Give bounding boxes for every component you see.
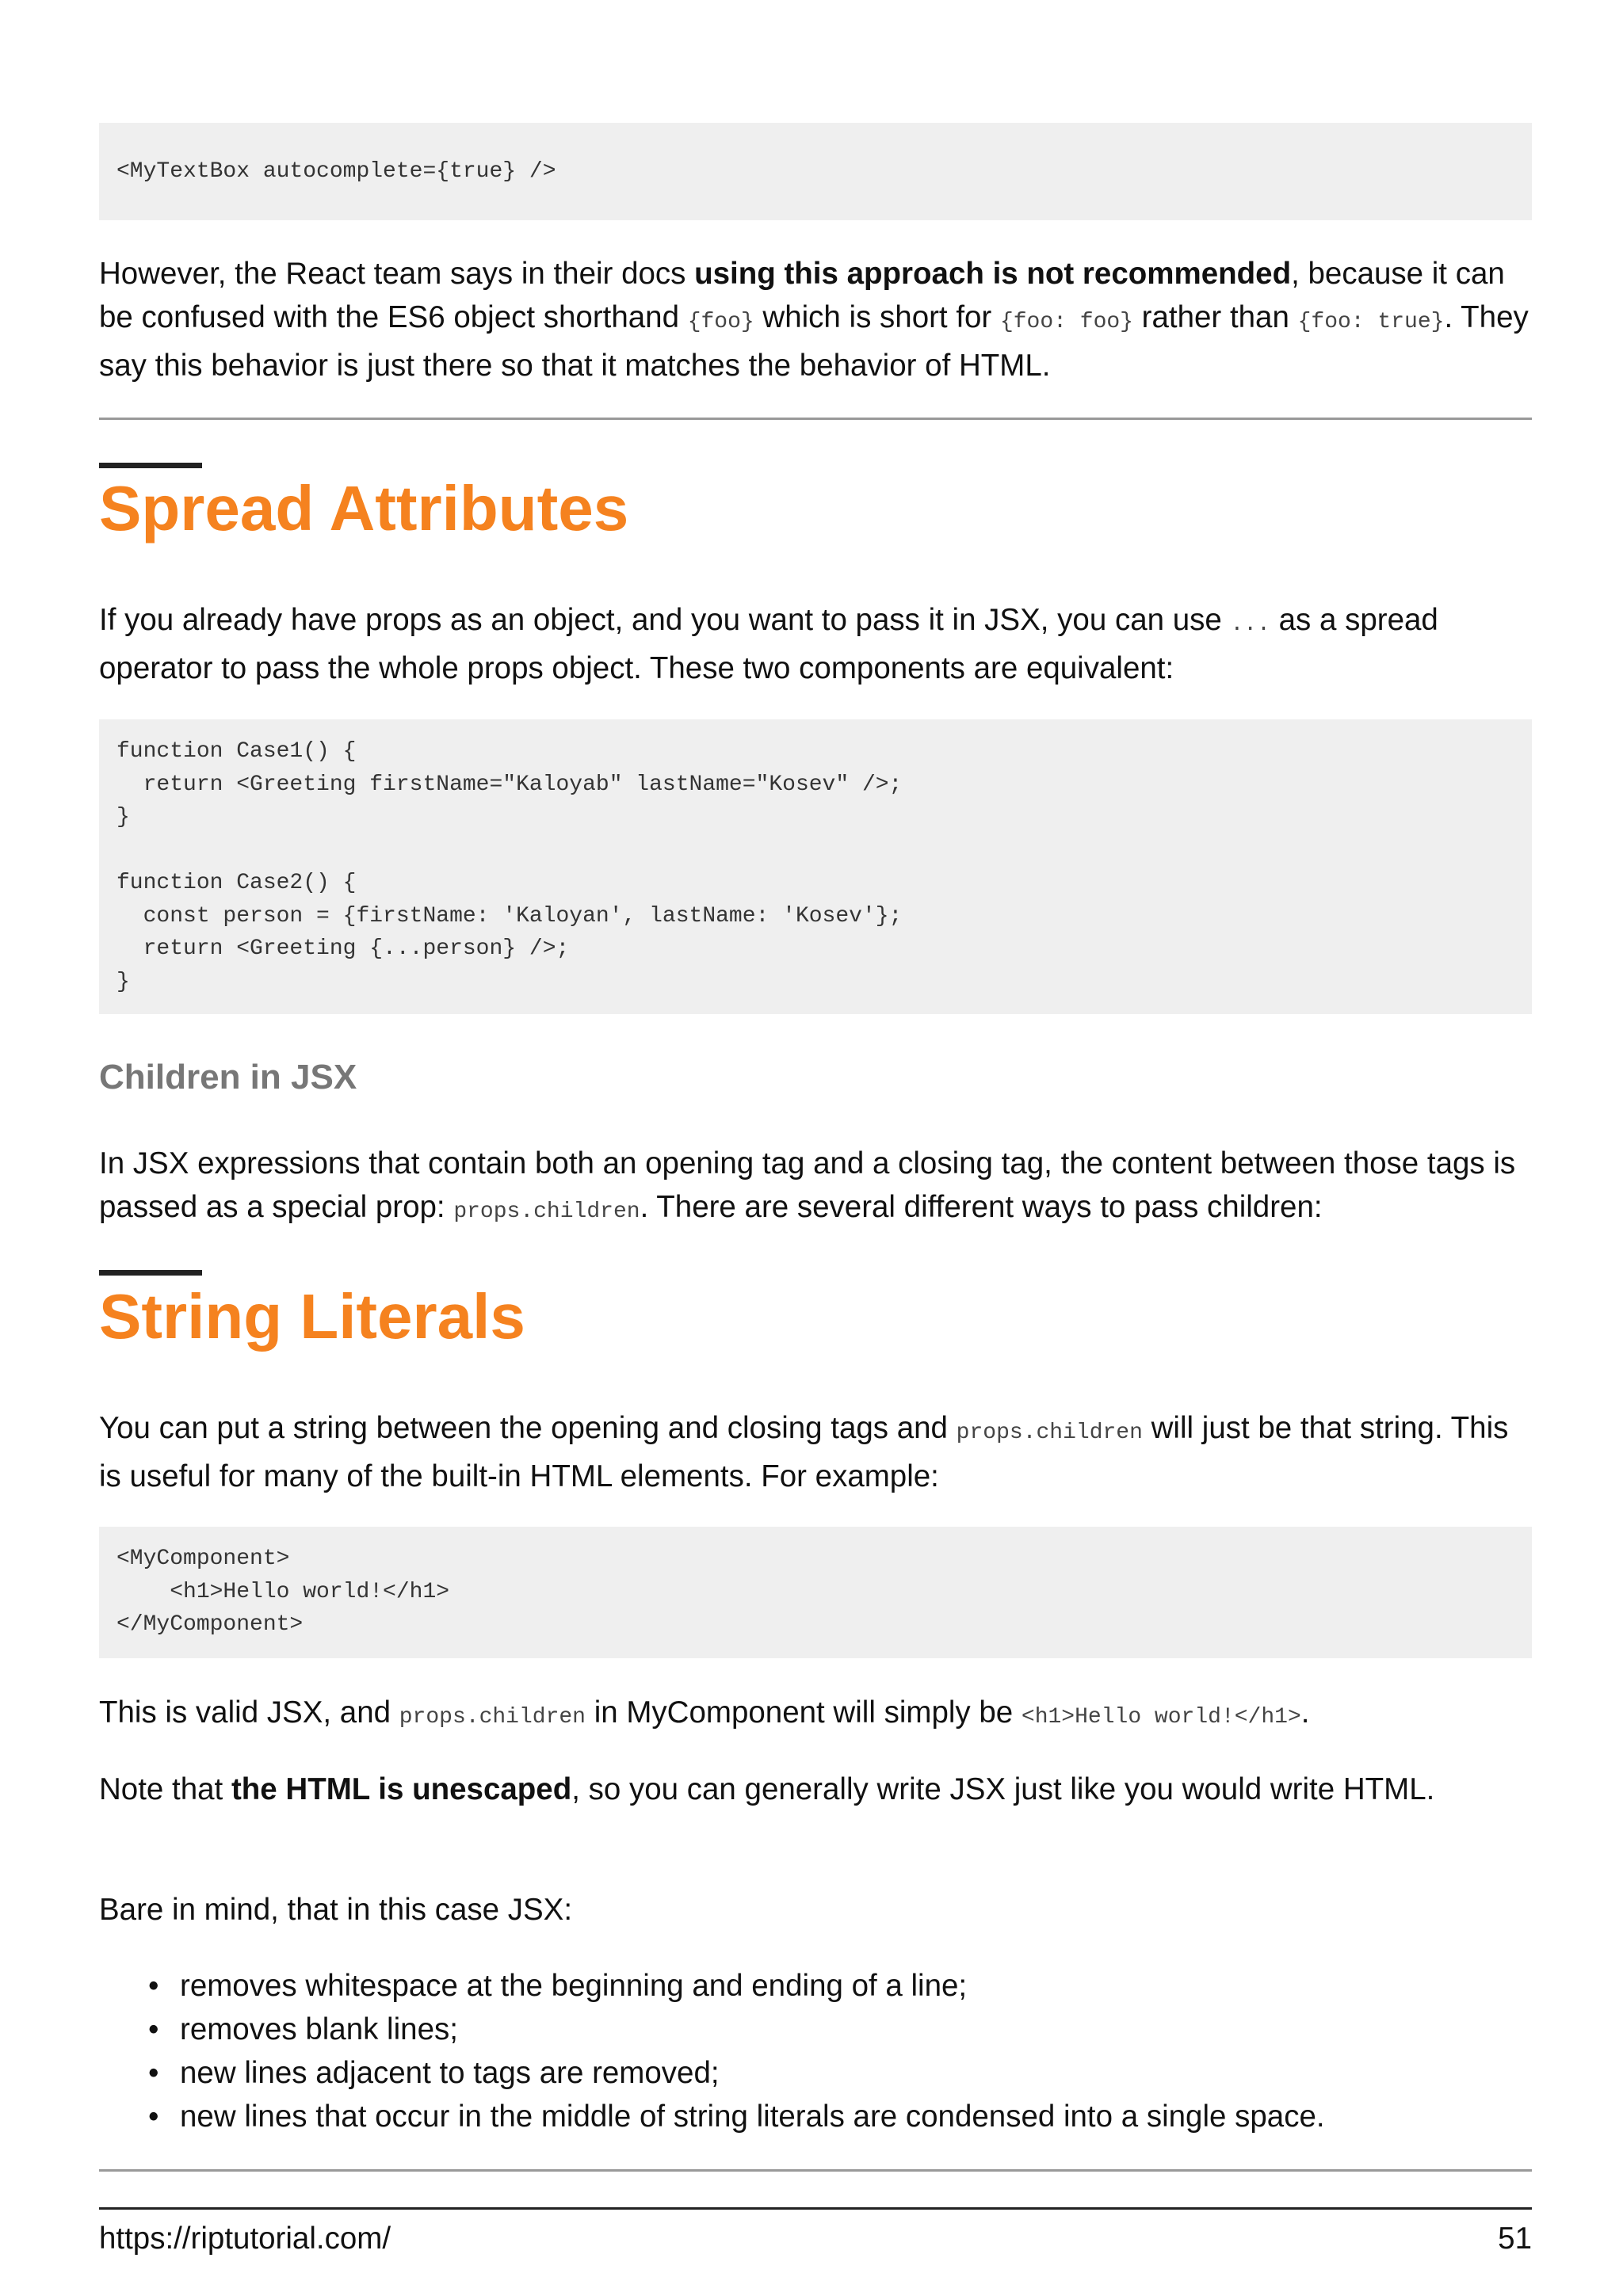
paragraph-however xyxy=(99,252,1532,387)
bullet-icon: • xyxy=(148,2100,159,2134)
text: , because it can be confused with the ES6 object shorthand xyxy=(99,257,1505,334)
heading-string-literals: String Literals xyxy=(99,1281,525,1352)
code-block-mycomponent: <MyComponent> <h1>Hello world!</h1> </MyComponent> xyxy=(99,1527,1532,1658)
text: will just be that string. This is useful for many of the built-in HTML elements. For example: xyxy=(99,1411,1509,1493)
bullet-icon: • xyxy=(148,2012,159,2046)
text: You can put a string between the opening and closing tags and xyxy=(99,1411,957,1445)
text: This is valid JSX, and xyxy=(99,1695,399,1730)
jsx-rules-list xyxy=(99,1964,1532,2138)
footer-divider xyxy=(99,2207,1532,2210)
heading-accent-bar xyxy=(99,463,202,468)
inline-code: {foo: true} xyxy=(1297,310,1445,334)
text: In JSX expressions that contain both an opening tag and a closing tag, the content between those tags is passed as a special prop: xyxy=(99,1146,1516,1224)
text: . xyxy=(1300,1695,1310,1730)
bullet-icon: • xyxy=(148,2056,159,2090)
list-item xyxy=(99,2051,1532,2095)
text: . They say this behavior is just there so that it matches the behavior of HTML. xyxy=(99,300,1529,383)
text: which is short for xyxy=(754,300,1000,334)
heading-accent-bar xyxy=(99,1270,202,1276)
list-item-text: removes whitespace at the beginning and ending of a line; xyxy=(180,1969,968,2003)
text: as a spread operator to pass the whole props object. These two components are equivalent: xyxy=(99,603,1438,685)
list-item xyxy=(99,1964,1532,2008)
inline-code: <h1>Hello world!</h1> xyxy=(1021,1705,1301,1730)
inline-code: props.children xyxy=(399,1705,586,1730)
code-block-spread: function Case1() { return <Greeting firstName="Kaloyab" lastName="Kosev" />; } function Case2() { const person = {firstName: 'Kaloyan', lastName: 'Kosev'}; return <Greeting {...person} />; } xyxy=(99,719,1532,1014)
heading-children-in-jsx: Children in JSX xyxy=(99,1058,357,1097)
paragraph-children xyxy=(99,1142,1532,1234)
inline-code: {foo} xyxy=(687,310,754,334)
paragraph-string-literals xyxy=(99,1406,1532,1498)
list-item xyxy=(99,2008,1532,2051)
text: , so you can generally write JSX just like you would write HTML. xyxy=(571,1772,1435,1806)
heading-spread-attributes: Spread Attributes xyxy=(99,473,629,543)
list-item-text: removes blank lines; xyxy=(180,2012,458,2046)
inline-code: props.children xyxy=(956,1421,1143,1445)
paragraph-html-unescaped xyxy=(99,1768,1532,1811)
inline-code: props.children xyxy=(453,1199,640,1224)
section-divider xyxy=(99,418,1532,420)
text: However, the React team says in their docs xyxy=(99,257,695,291)
section-divider xyxy=(99,2169,1532,2172)
text: If you already have props as an object, and you want to pass it in JSX, you can use xyxy=(99,603,1231,637)
inline-code: ... xyxy=(1230,612,1270,637)
bold-text: the HTML is unescaped xyxy=(231,1772,572,1806)
paragraph-bare-in-mind: Bare in mind, that in this case JSX: xyxy=(99,1893,573,1927)
list-item xyxy=(99,2095,1532,2138)
bold-text: using this approach is not recommended xyxy=(694,257,1292,291)
list-item-text: new lines adjacent to tags are removed; xyxy=(180,2056,720,2090)
page-number: 51 xyxy=(1498,2222,1532,2256)
paragraph-valid-jsx xyxy=(99,1691,1532,1739)
text: Note that xyxy=(99,1772,231,1806)
text: in MyComponent will simply be xyxy=(586,1695,1022,1730)
bullet-icon: • xyxy=(148,1969,159,2003)
code-block-autocomplete: <MyTextBox autocomplete={true} /> xyxy=(99,123,1532,220)
list-item-text: new lines that occur in the middle of string literals are condensed into a single space. xyxy=(180,2100,1325,2134)
inline-code: {foo: foo} xyxy=(999,310,1133,334)
text: . There are several different ways to pass children: xyxy=(640,1190,1323,1224)
text: rather than xyxy=(1132,300,1298,334)
footer-url: https://riptutorial.com/ xyxy=(99,2222,391,2256)
paragraph-spread xyxy=(99,598,1532,690)
